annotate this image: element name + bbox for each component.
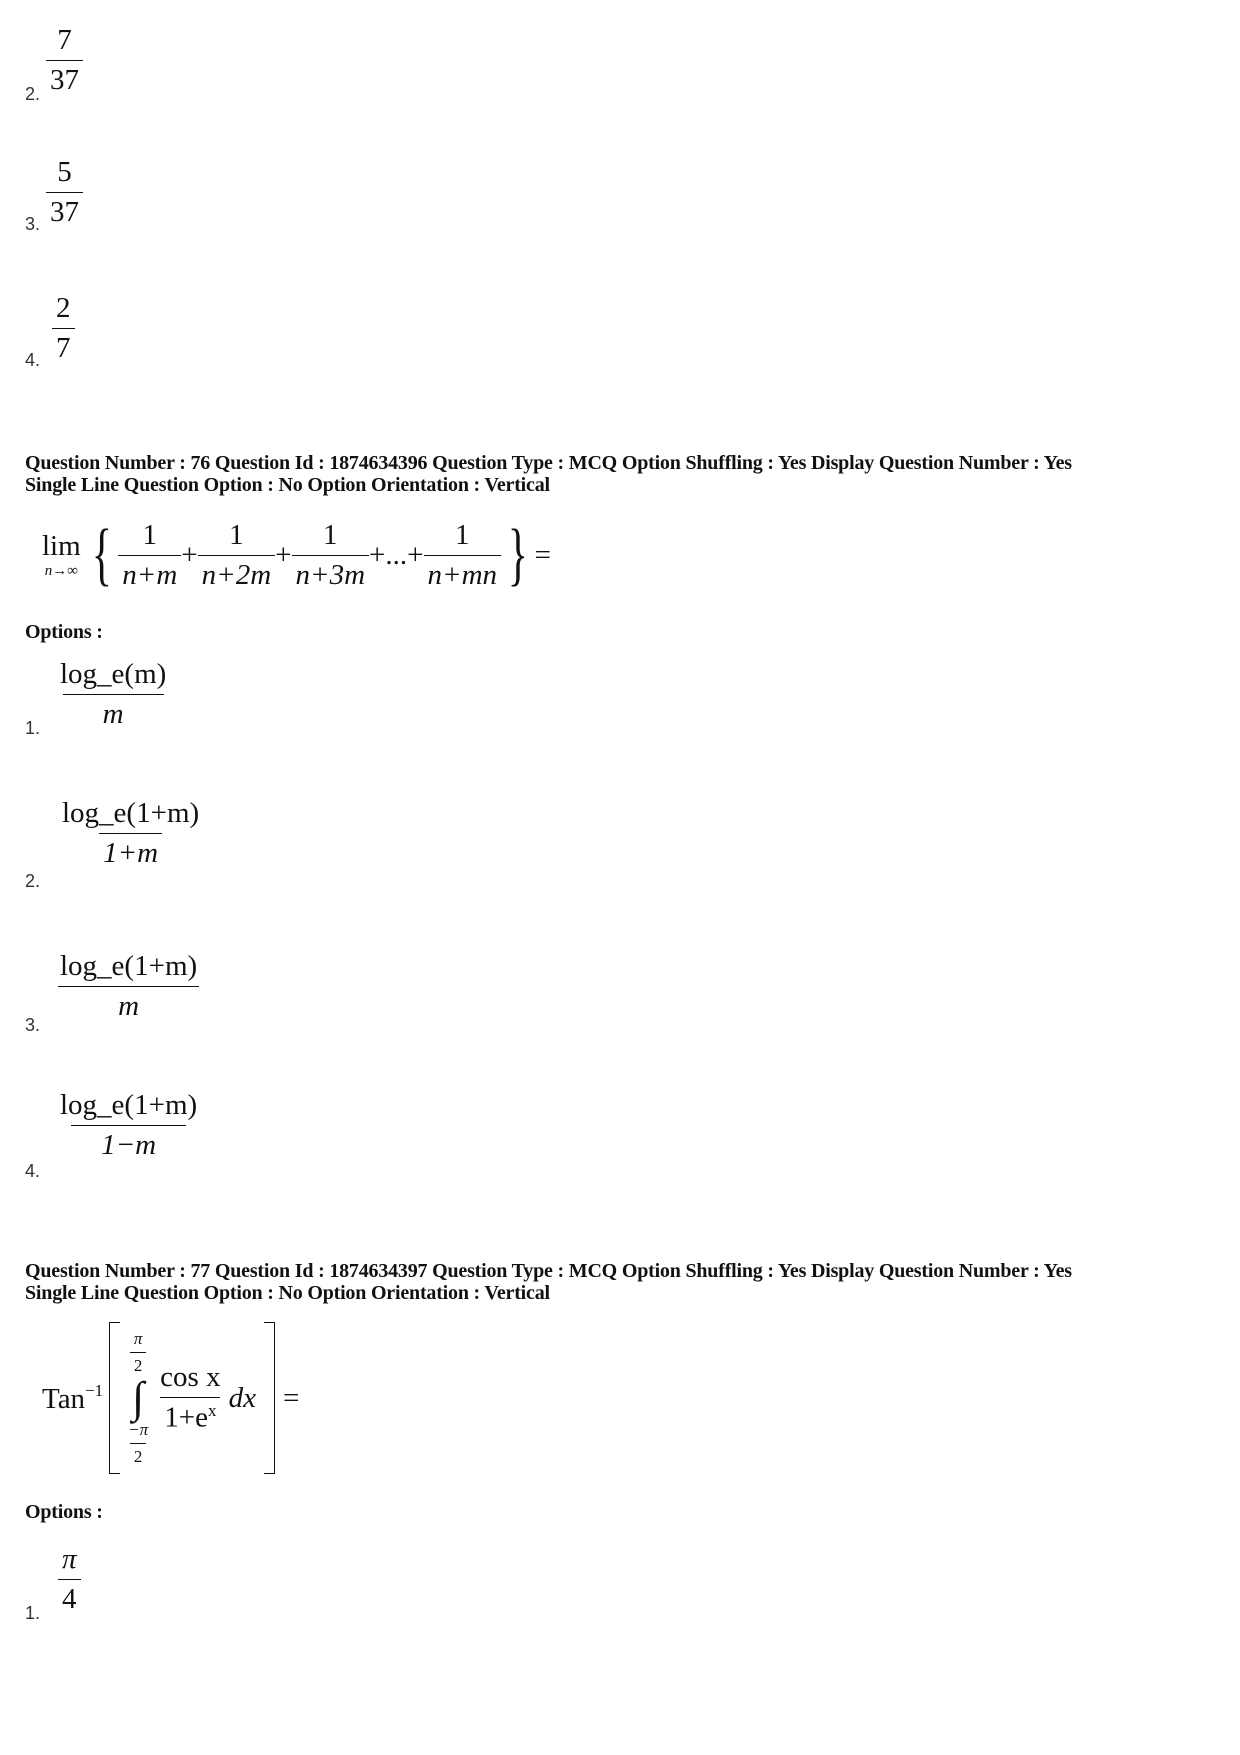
upper-limit [130, 1329, 147, 1376]
denominator: 2 [130, 1443, 147, 1467]
numerator: 1 [142, 518, 158, 551]
plus: + [275, 538, 292, 571]
term [424, 519, 502, 592]
option-label: 1. [25, 718, 41, 738]
term [292, 519, 370, 592]
numerator: 1 [455, 518, 470, 551]
denominator: 37 [46, 60, 83, 97]
option-label: 4. [25, 350, 41, 370]
option-fraction [46, 24, 83, 97]
equals: = [282, 1381, 300, 1414]
option-label: 3. [25, 1015, 41, 1035]
option-label: 1. [25, 1603, 41, 1623]
right-brace: } [507, 516, 528, 593]
lim-text: lim [42, 530, 81, 562]
numerator: 2 [56, 292, 71, 324]
func-sup: −1 [85, 1380, 104, 1400]
option-fraction [58, 797, 203, 870]
option-fraction [56, 950, 201, 1023]
denominator [160, 1397, 220, 1435]
plus: + [181, 538, 198, 571]
equals: = [534, 538, 551, 571]
term [198, 519, 276, 592]
integral-sign: ∫ [132, 1373, 145, 1422]
question-formula [42, 505, 551, 605]
numerator: log_e(m) [60, 658, 167, 690]
denominator: n+m [118, 555, 181, 592]
numerator: 7 [57, 24, 72, 56]
right-bracket [264, 1322, 275, 1474]
question-header-line2: Single Line Question Option : No Option Orientation : Vertical [25, 1282, 550, 1304]
options-heading: Options : [25, 621, 103, 643]
numerator: log_e(1+m) [60, 950, 198, 982]
option-fraction [56, 658, 170, 731]
option-fraction [56, 1089, 201, 1162]
question-header: Question Number : 76 Question Id : 1874634396 Question Type : MCQ Option Shuffling : Yes Display Question Number : Yes [25, 452, 1072, 474]
numerator: π [133, 1329, 143, 1348]
dx: dx [228, 1381, 256, 1414]
numerator: 5 [57, 156, 72, 188]
denominator: m [58, 986, 199, 1023]
option-label: 3. [25, 214, 41, 234]
integrand [156, 1361, 224, 1435]
tan-inverse [42, 1381, 103, 1416]
limit [42, 530, 81, 580]
option-fraction [52, 292, 75, 365]
denominator: 4 [58, 1579, 81, 1616]
term [118, 519, 181, 592]
numerator: −π [128, 1420, 149, 1439]
option-fraction [46, 156, 83, 229]
denominator: 2 [130, 1352, 147, 1376]
option-fraction [58, 1543, 81, 1616]
numerator: log_e(1+m) [60, 1089, 198, 1121]
lower-limit [124, 1420, 152, 1467]
numerator: cos x [160, 1361, 221, 1394]
denominator: 1−m [71, 1125, 186, 1162]
question-header: Question Number : 77 Question Id : 1874634397 Question Type : MCQ Option Shuffling : Yes Display Question Number : Yes [25, 1260, 1072, 1282]
denominator: n+2m [198, 555, 276, 592]
numerator: log_e(1+m) [62, 797, 200, 829]
ellipsis: +...+ [369, 538, 424, 571]
option-label: 2. [25, 871, 41, 891]
denominator: n+mn [424, 555, 502, 592]
denominator: m [63, 694, 164, 731]
question-formula [42, 1320, 299, 1476]
lim-sub: n→∞ [44, 563, 78, 579]
denominator: 7 [52, 328, 75, 365]
option-label: 4. [25, 1161, 41, 1181]
options-heading: Options : [25, 1501, 103, 1523]
denominator: 1+m [99, 833, 162, 870]
den-text: 1+e [164, 1401, 208, 1434]
den-sup: x [207, 1401, 217, 1421]
func: Tan [42, 1382, 86, 1415]
option-label: 2. [25, 84, 41, 104]
numerator: 1 [323, 518, 338, 551]
denominator: n+3m [292, 555, 370, 592]
question-header-line2: Single Line Question Option : No Option Orientation : Vertical [25, 474, 550, 496]
denominator: 37 [46, 192, 83, 229]
left-brace: { [91, 516, 112, 593]
numerator: π [62, 1543, 77, 1575]
integral [124, 1329, 152, 1467]
numerator: 1 [229, 518, 244, 551]
left-bracket [109, 1322, 120, 1474]
